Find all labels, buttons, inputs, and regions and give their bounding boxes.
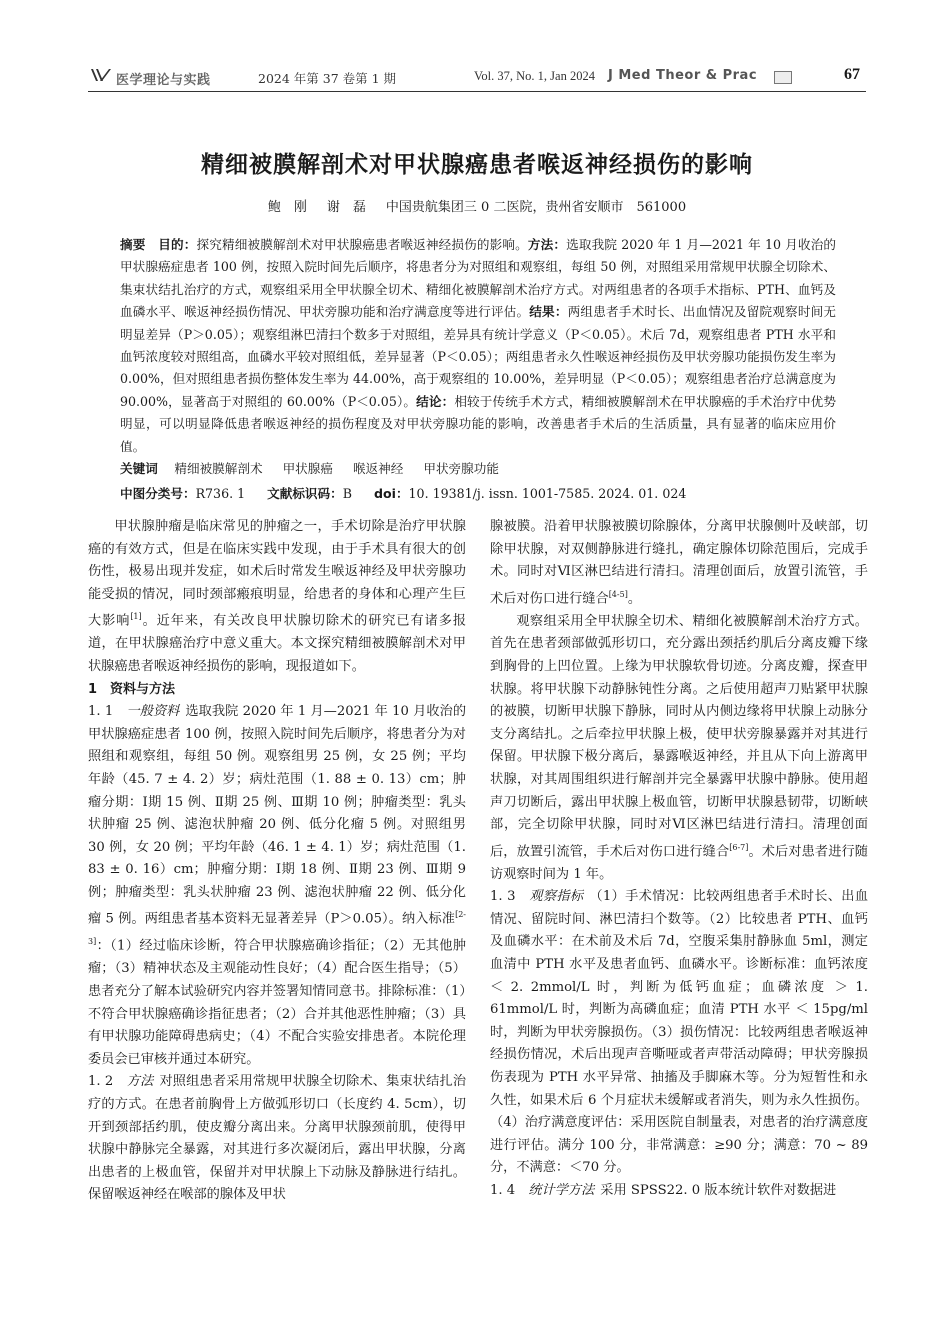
- clc-label: 中图分类号：: [120, 486, 196, 501]
- journal-name-en: J Med Theor & Prac: [608, 68, 758, 83]
- header-box-icon: [774, 71, 792, 84]
- s14-num: 1. 4: [490, 1183, 516, 1198]
- section-1-1: 1. 1 一般资料 选取我院 2020 年 1 月—2021 年 10 月收治的甲状腺癌症患者 100 例，按照入院时间先后顺序，将患者分为对照组和观察组，每组 50 例。观察组男 25 例，女 25 例；平均年龄（45. 7 ± 4. 2）岁；病灶范围（1. 88 ± 0. 13）cm；肿瘤分期：Ⅰ期 15 例、Ⅱ期 25 例、Ⅲ期 10 例；肿瘤类型：乳头状肿瘤 25 例、滤泡状肿瘤 20 例、低分化瘤 5 例。对照组男 30 例，女 20 例；平均年龄（46. 1 ± 4. 1）岁；病灶范围（1. 83 ± 0. 16）cm；肿瘤分期：Ⅰ期 18 例、Ⅱ期 23 例、Ⅲ期 9 例；肿瘤类型：乳头状肿瘤 23 例、滤泡状肿瘤 22 例、低分化瘤 5 例。两组患者基本资料无显著差异（P＞0.05）。纳入标准[2-3]：（1）经过临床诊断，符合甲状腺癌确诊指征；（2）无其他肿瘤；（3）精神状态及主观能动性良好；（4）配合医生指导；（5）患者充分了解本试验研究内容并签署知情同意书。排除标准：（1）不符合甲状腺癌确诊指征患者；（2）合并其他恶性肿瘤；（3）具有甲状腺功能障碍患病史；（4）不配合实验安排患者。本院伦理委员会已审核并通过本研究。: [88, 704, 467, 1067]
- article-title: 精细被膜解剖术对甲状腺癌患者喉返神经损伤的影响: [201, 152, 753, 178]
- classification-line: [120, 483, 836, 502]
- s11-num: 1. 1: [88, 704, 114, 720]
- method-label: 方法：: [527, 237, 567, 252]
- journal-name-cn: 医学理论与实践: [116, 73, 211, 88]
- method-continued: 腺被膜。沿着甲状腺被膜切除腺体，分离甲状腺侧叶及峡部，切除甲状腺，对双侧静脉进行缝扎，确定腺体切除范围后，完成手术。同时对Ⅵ区淋巴结进行清扫。清理创面后，放置引流管，手术后对伤口进行缝合[4-5]。: [490, 519, 868, 607]
- abstract: [120, 234, 836, 458]
- keyword-4: 甲状旁腺功能: [423, 461, 499, 476]
- journal-logo-icon: [90, 67, 112, 83]
- abstract-label: 摘要: [120, 237, 146, 252]
- right-column: [490, 516, 868, 1203]
- ref-4-5: [4-5]: [608, 589, 628, 599]
- author-line: [88, 196, 866, 215]
- conclusion-text: 相较于传统手术方式，精细被膜解剖术在甲状腺癌的手术治疗中优势明显，可以明显降低患者喉返神经的损伤程度及对甲状旁腺功能的影响，改善患者手术后的生活质量，具有显著的临床应用价值。: [120, 393, 837, 454]
- clc-value: R736. 1: [195, 486, 246, 501]
- s14-title: 统计学方法: [528, 1183, 595, 1198]
- s13-title: 观察指标: [529, 889, 584, 905]
- affiliation: 中国贵航集团三 0 二医院，贵州省安顺市 561000: [385, 200, 687, 215]
- s12-title: 方法: [126, 1074, 154, 1090]
- header-rule: [88, 91, 866, 92]
- s13-num: 1. 3: [490, 889, 516, 905]
- section-1-3: 1. 3 观察指标 （1）手术情况：比较两组患者手术时长、出血情况、留院时间、淋巴清扫个数等。（2）比较患者 PTH、血钙及血磷水平：在术前及术后 7d，空腹采集肘静脉血 5ml，测定血清中 PTH 水平及患者血钙、血磷水平。诊断标准：血钙浓度 ＜ 2. 2mmol/L 时，判断为低钙血症；血磷浓度 ＞ 1. 61mmol/L 时，判断为高磷血症；血清 PTH 水平 ＜ 15pg/ml 时，判断为甲状旁腺损伤。（3）损伤情况：比较两组患者喉返神经损伤情况，术后出现声音嘶哑或者声带活动障碍；甲状旁腺损伤表现为 PTH 水平异常、抽搐及手脚麻木等。分为短暂性和永久性，如果术后 6 个月症状未缓解或者消失，则为永久性损伤。（4）治疗满意度评估：采用医院自制量表，对患者的治疗满意度进行评估。满分 100 分，非常满意：≥90 分；满意：70 ~ 89 分，不满意：＜70 分。: [490, 889, 869, 1176]
- doc-code-label: 文献标识码：: [267, 486, 343, 501]
- keywords-label: 关键词: [120, 461, 158, 476]
- section-1-4: 1. 4 统计学方法 采用 SPSS22. 0 版本统计软件对数据进: [490, 1183, 837, 1198]
- issue-cn: 2024 年第 37 卷第 1 期: [258, 71, 397, 86]
- s12-num: 1. 2: [88, 1074, 114, 1090]
- author-1: 鲍 刚: [267, 200, 307, 215]
- ref-1: [1]: [130, 612, 142, 622]
- objective-text: 探究精细被膜解剖术对甲状腺癌患者喉返神经损伤的影响。: [196, 237, 528, 252]
- author-2: 谢 磊: [326, 200, 366, 215]
- doc-code-value: B: [342, 486, 352, 501]
- doi-label: doi：: [373, 486, 409, 501]
- intro-paragraph: 甲状腺肿瘤是临床常见的肿瘤之一，手术切除是治疗甲状腺癌的有效方式，但是在临床实践中发现，由于手术具有很大的创伤性，极易出现并发症，如术后时常发生喉返神经及甲状旁腺功能受损的情况，同时颈部瘢痕明显，给患者的身体和心理产生巨大影响[1]。近年来，有关改良甲状腺切除术的研究已有诸多报道，在甲状腺癌治疗中意义重大。本文探究精细被膜解剖术对甲状腺癌患者喉返神经损伤的影响，现报道如下。: [88, 519, 467, 674]
- running-header: [88, 66, 866, 88]
- conclusion-label: 结论：: [416, 393, 455, 409]
- method-text: 选取我院 2020 年 1 月—2021 年 10 月收治的甲状腺癌症患者 100 例，按照入院时间先后顺序，将患者分为对照组和观察组，每组 50 例，对照组采用常规甲状腺全切除术、集束状结扎治疗的方式，观察组采用全甲状腺全切术、精细化被膜解剖术治疗方式。对两组患者的各项手术指标、PTH、血钙及血磷水平、喉返神经损伤情况、甲状旁腺功能和治疗满意度等进行评估。: [120, 237, 837, 320]
- observation-method: 观察组采用全甲状腺全切术、精细化被膜解剖术治疗方式。首先在患者颈部做弧形切口，充分露出颈括约肌后分离皮瓣下缘到胸骨的上凹位置。上缘为甲状腺软骨切迹。分离皮瓣，探查甲状腺。将甲状腺下动静脉钝性分离。之后使用超声刀贴紧甲状腺的被膜，切断甲状腺下静脉，同时从内侧边缘将甲状腺上动脉分支分离结扎。之后牵拉甲状腺上极，使甲状旁腺暴露并对其进行保留。甲状腺下极分离后，暴露喉返神经，并且从下向上游离甲状腺，对其周围组织进行解剖并完全暴露甲状腺中静脉。使用超声刀切断后，露出甲状腺上极血管，切断甲状腺悬韧带，切断峡部，完全切除甲状腺，同时对Ⅵ区淋巴结进行清扫。清理创面后，放置引流管，手术后对伤口进行缝合[6-7]。术后对患者进行随访观察时间为 1 年。: [490, 613, 868, 882]
- page-number: 67: [844, 66, 860, 83]
- keywords: [120, 458, 836, 477]
- keyword-3: 喉返神经: [352, 461, 404, 476]
- left-column: [88, 516, 466, 1207]
- doi-value: 10. 19381/j. issn. 1001-7585. 2024. 01. 024: [408, 486, 687, 501]
- ref-6-7: [6-7]: [729, 842, 749, 852]
- objective-label: 目的：: [158, 237, 197, 252]
- result-label: 结果：: [529, 304, 568, 320]
- ref-2-3: [2-3]: [88, 910, 466, 947]
- volume-en: Vol. 37, No. 1, Jan 2024: [474, 69, 595, 83]
- s11-title: 一般资料: [126, 704, 180, 720]
- section-1-heading: 1 资料与方法: [88, 681, 176, 697]
- section-1-2: 1. 2 方法 对照组患者采用常规甲状腺全切除术、集束状结扎治疗的方式。在患者前胸骨上方做弧形切口（长度约 4. 5cm），切开到颈部括约肌，使皮瓣分离出来。分离甲状腺颈前肌，使得甲状腺中静脉完全暴露，对其进行多次凝闭后，露出甲状腺，分离出患者的上极血管，保留并对甲状腺上下动脉及静脉进行结扎。保留喉返神经在喉部的腺体及甲状: [88, 1074, 467, 1203]
- result-text: 两组患者手术时长、出血情况及留院观察时间无明显差异（P＞0.05）；观察组淋巴清扫个数多于对照组，差异具有统计学意义（P＜0.05）。术后 7d，观察组患者 PTH 水平和血钙浓度较对照组高，血磷水平较对照组低，差异显著（P＜0.05）；两组患者永久性喉返神经损伤及甲状旁腺功能损伤发生率为 0.00%，但对照组患者损伤整体发生率为 44.00%，高于观察组的 10.00%，差异明显（P＜0.05）；观察组患者治疗总满意度为 90.00%，显著高于对照组的 60.00%（P＜0.05）。: [120, 304, 837, 409]
- keyword-2: 甲状腺癌: [282, 461, 333, 476]
- keyword-1: 精细被膜解剖术: [174, 461, 263, 476]
